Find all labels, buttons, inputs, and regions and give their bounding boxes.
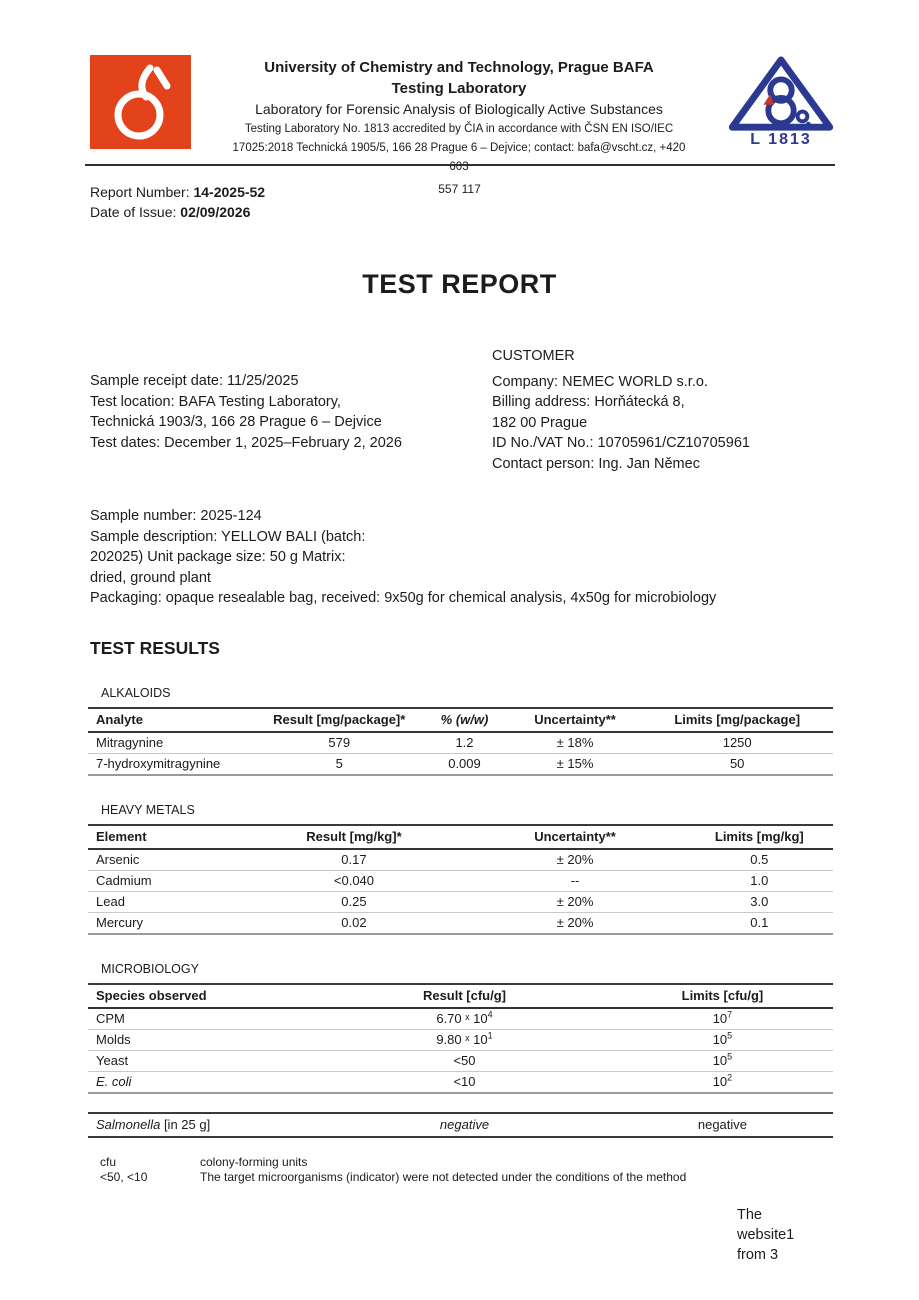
header-divider (85, 164, 835, 166)
heavy-metals-label: HEAVY METALS (101, 802, 195, 817)
sample-number: Sample number: 2025-124 (90, 508, 262, 524)
limit-value: 0.5 (750, 851, 769, 867)
uncertainty-value: ± 20% (556, 893, 594, 909)
footer-line: The (737, 1207, 762, 1223)
footnote-definition: colony-forming units (200, 1154, 308, 1169)
species-name: CPM (96, 1010, 125, 1026)
column-header: Limits [mg/package] (674, 711, 801, 727)
customer-heading: CUSTOMER (492, 348, 575, 364)
sample-packaging: Packaging: opaque resealable bag, received: 9x50g for chemical analysis, 4x50g for microbiology (90, 590, 717, 606)
column-header: Result [cfu/g] (422, 987, 507, 1003)
customer-contact-person: Contact person: Ing. Jan Němec (492, 455, 700, 472)
limit-value: $10^5$ (712, 1030, 733, 1047)
species-name: Yeast (96, 1052, 129, 1068)
sample-receipt-date: Sample receipt date: 11/25/2025 (90, 373, 299, 389)
date-of-issue-line (90, 202, 919, 222)
element-name: Cadmium (96, 872, 152, 888)
table-row (88, 1009, 833, 1030)
table-row (88, 754, 833, 776)
sample-description-line1: Sample description: YELLOW BALI (batch: (90, 528, 366, 545)
org-name: University of Chemistry and Technology, Prague BAFA (264, 59, 654, 76)
limit-value: $10^7$ (712, 1009, 733, 1026)
limit-value: negative (697, 1116, 748, 1132)
sample-info-column (90, 346, 492, 474)
species-name: Molds (96, 1031, 131, 1047)
column-header: Result [mg/package]* (273, 711, 406, 727)
page-footer (737, 1205, 794, 1265)
column-header: Result [mg/kg]* (306, 828, 402, 844)
limit-value: 3.0 (750, 893, 769, 909)
result-value: 0.17 (341, 851, 367, 867)
table-row (88, 1030, 833, 1051)
result-value: 0.02 (341, 914, 367, 930)
customer-column (492, 346, 835, 474)
column-header: Element (96, 828, 147, 844)
uct-flask-icon (90, 55, 191, 149)
heavy-metals-table (88, 824, 833, 935)
footnote-lod (100, 1170, 835, 1185)
sample-description-line2: 202025) Unit package size: 50 g Matrix: (90, 549, 346, 565)
customer-company: Company: NEMEC WORLD s.r.o. (492, 373, 708, 390)
result-value: 6.70 ˣ $10^4$ (436, 1009, 493, 1026)
date-of-issue-label: Date of Issue: (90, 204, 177, 220)
limit-value: $10^5$ (712, 1051, 733, 1068)
column-header: Analyte (96, 711, 143, 727)
limit-value: 50 (729, 755, 745, 771)
accreditation-phone-tail: 557 117 (438, 182, 481, 196)
page-title: TEST REPORT (362, 269, 557, 299)
column-header: Uncertainty** (534, 711, 616, 727)
microbiology-label: MICROBIOLOGY (101, 961, 199, 976)
species-name: Salmonella [in 25 g] (96, 1116, 211, 1132)
salmonella-row (88, 1112, 833, 1138)
result-value: 579 (328, 734, 351, 750)
report-header (90, 55, 835, 177)
table-row (88, 892, 833, 913)
percent-value: 1.2 (455, 734, 474, 750)
report-number-label: Report Number: (90, 184, 190, 200)
column-header: Uncertainty** (534, 828, 616, 844)
result-value: <0.040 (333, 872, 375, 888)
customer-city: 182 00 Prague (492, 414, 588, 431)
sample-description-block (90, 506, 835, 609)
species-name: E. coli (96, 1073, 132, 1089)
customer-vat: ID No./VAT No.: 10705961/CZ10705961 (492, 435, 750, 451)
test-location-line2: Technická 1903/3, 166 28 Prague 6 – Dejvice (90, 414, 382, 430)
result-value: 0.25 (341, 893, 367, 909)
test-dates: Test dates: December 1, 2025–February 2, 2026 (90, 434, 402, 451)
table-row (88, 871, 833, 892)
footnote-definition: The target microorganisms (indicator) were not detected under the conditions of the method (200, 1169, 687, 1184)
cia-accreditation-icon (727, 55, 835, 133)
report-number-line (90, 182, 919, 202)
uncertainty-value: ± 18% (556, 734, 594, 750)
org-subtitle: Laboratory for Forensic Analysis of Biologically Active Substances (255, 101, 663, 117)
column-header: Limits [cfu/g] (681, 987, 764, 1003)
table-row (88, 913, 833, 935)
test-results-heading: TEST RESULTS (90, 637, 220, 658)
header-text-block (191, 55, 727, 177)
microbiology-table (88, 983, 833, 1094)
result-value: 9.80 ˣ $10^1$ (436, 1030, 493, 1047)
table-row (88, 733, 833, 754)
footnote-term: cfu (100, 1154, 117, 1169)
element-name: Lead (96, 893, 125, 909)
column-header: % (w/w) (440, 711, 489, 727)
heavy-metals-header-row (88, 824, 833, 850)
info-section (90, 346, 835, 474)
element-name: Arsenic (96, 851, 140, 867)
alkaloids-header-row (88, 707, 833, 733)
cia-mark-label: L 1813 (750, 131, 812, 148)
accreditation-note: Testing Laboratory No. 1813 accredited by ČIA in accordance with ČSN EN ISO/IEC 17025:2018 Technická 1905/5, 166 28 Prague 6 – Dejvice; contact: bafa@vscht.cz, +420 603 (232, 123, 686, 173)
uncertainty-value: ± 20% (556, 914, 594, 930)
analyte-name: 7-hydroxymitragynine (96, 755, 221, 771)
org-lab: Testing Laboratory (391, 80, 527, 97)
footnote-term: <50, <10 (100, 1169, 148, 1184)
footer-line: from 3 (737, 1247, 779, 1263)
table-row (88, 1072, 833, 1094)
cia-accreditation-block (727, 55, 835, 149)
microbiology-header-row (88, 983, 833, 1009)
limit-value: 0.1 (750, 914, 769, 930)
customer-billing-address: Billing address: Horňátecká 8, (492, 394, 685, 410)
table-row (88, 1051, 833, 1072)
limit-value: 1.0 (750, 872, 769, 888)
result-value: <50 (453, 1052, 476, 1068)
uncertainty-value: ± 15% (556, 755, 594, 771)
table-row (88, 850, 833, 871)
limit-value: 1250 (722, 734, 752, 750)
result-value: 5 (335, 755, 343, 771)
footer-line: website1 (737, 1227, 795, 1243)
report-meta (90, 182, 919, 222)
footnotes (100, 1155, 835, 1185)
alkaloids-label: ALKALOIDS (101, 685, 171, 700)
limit-value: $10^2$ (712, 1072, 733, 1089)
alkaloids-table (88, 707, 833, 776)
uncertainty-value: ± 20% (556, 851, 594, 867)
column-header: Limits [mg/kg] (714, 828, 804, 844)
element-name: Mercury (96, 914, 143, 930)
result-value: negative (439, 1116, 490, 1132)
column-header: Species observed (96, 987, 207, 1003)
analyte-name: Mitragynine (96, 734, 164, 750)
test-location-line1: Test location: BAFA Testing Laboratory, (90, 393, 341, 410)
date-of-issue-value: 02/09/2026 (180, 204, 251, 220)
uncertainty-value: -- (570, 872, 580, 888)
percent-value: 0.009 (448, 755, 481, 771)
footnote-cfu (100, 1155, 835, 1170)
report-number-value: 14-2025-52 (193, 184, 266, 200)
sample-matrix: dried, ground plant (90, 569, 211, 586)
result-value: <10 (453, 1073, 476, 1089)
